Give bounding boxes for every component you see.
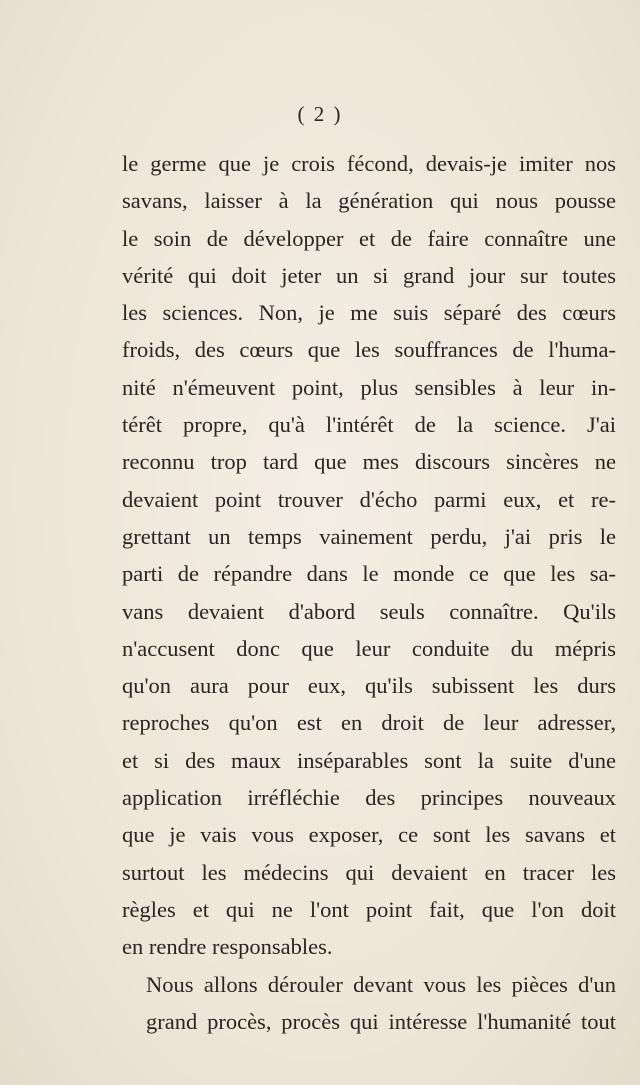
text-line: grand procès, procès qui intéresse l'humanité tout	[146, 1008, 616, 1034]
text-line: reproches qu'on est en droit de leur adresser,	[122, 710, 616, 736]
text-line: térêt propre, qu'à l'intérêt de la science. J'ai	[122, 412, 616, 438]
text-line: n'accusent donc que leur conduite du mépris	[122, 635, 616, 661]
text-line: en rendre responsables.	[122, 934, 333, 960]
text-line: vans devaient d'abord seuls connaître. Qu'ils	[122, 598, 616, 624]
text-line: nité n'émeuvent point, plus sensibles à leur in-	[122, 374, 616, 400]
text-line: reconnu trop tard que mes discours sincères ne	[122, 449, 616, 475]
text-line: les sciences. Non, je me suis séparé des cœurs	[122, 300, 616, 326]
text-line: devaient point trouver d'écho parmi eux, et re-	[122, 486, 616, 512]
text-line: froids, des cœurs que les souffrances de l'huma-	[122, 337, 616, 363]
text-line: que je vais vous exposer, ce sont les savans et	[122, 822, 616, 848]
body-text	[122, 145, 616, 1040]
text-line: grettant un temps vainement perdu, j'ai pris le	[122, 523, 616, 549]
text-line: le soin de développer et de faire connaître une	[122, 225, 616, 251]
text-line: savans, laisser à la génération qui nous pousse	[122, 188, 616, 214]
text-line: et si des maux inséparables sont la suite d'une	[122, 747, 616, 773]
text-line: application irréfléchie des principes nouveaux	[122, 785, 616, 811]
text-line: surtout les médecins qui devaient en tracer les	[122, 859, 616, 885]
text-line: règles et qui ne l'ont point fait, que l'on doit	[122, 896, 616, 922]
text-line: Nous allons dérouler devant vous les pièces d'un	[146, 971, 616, 997]
page-number: ( 2 )	[297, 102, 343, 126]
text-line: vérité qui doit jeter un si grand jour sur toutes	[122, 262, 616, 288]
text-line: parti de répandre dans le monde ce que les sa-	[122, 561, 616, 587]
text-line: qu'on aura pour eux, qu'ils subissent les durs	[122, 673, 616, 699]
text-line: le germe que je crois fécond, devais-je imiter nos	[122, 151, 616, 176]
